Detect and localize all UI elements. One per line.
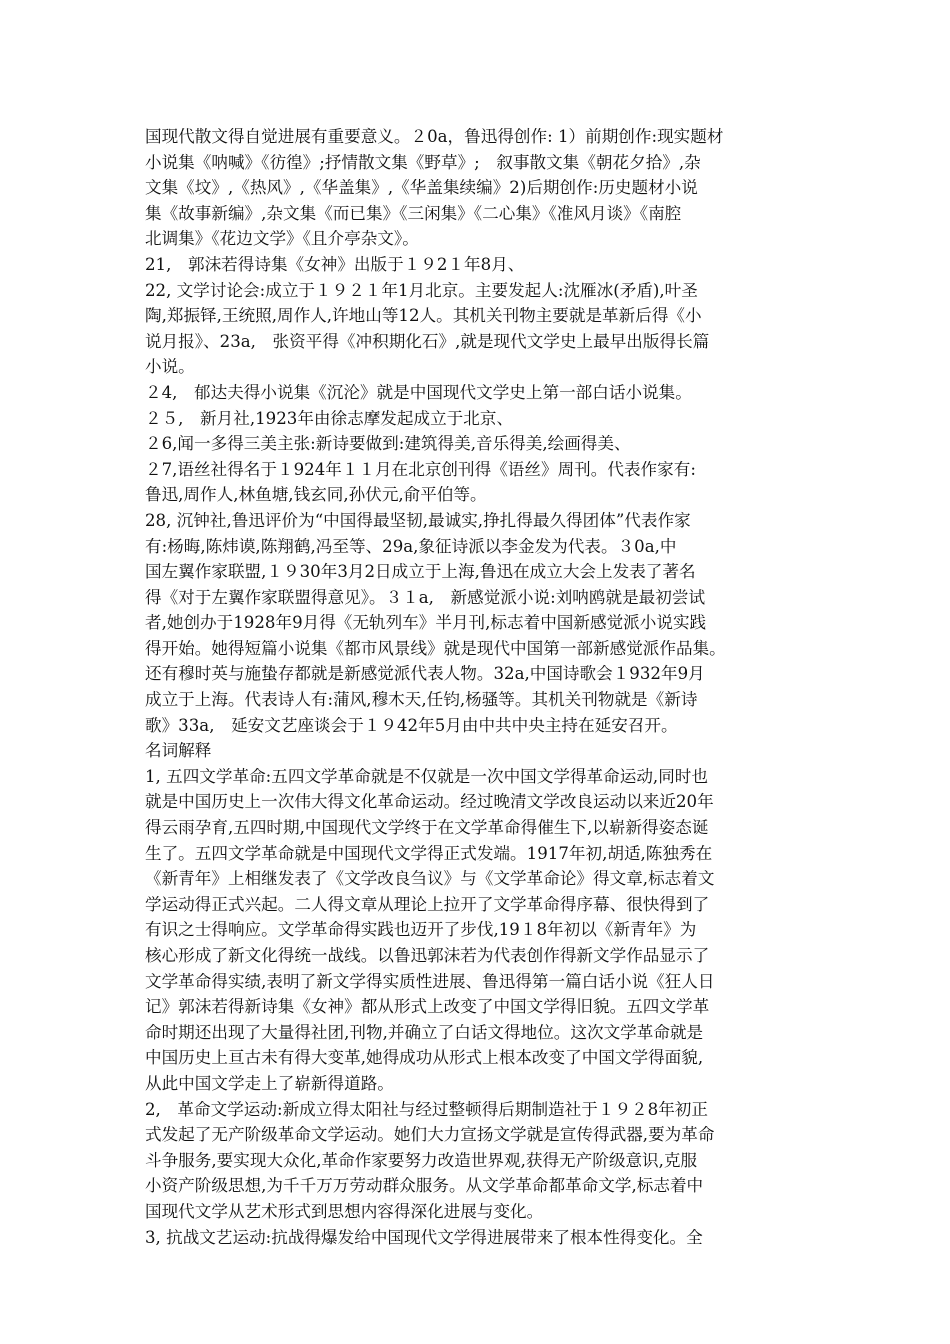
text-line: 文学革命得实绩,表明了新文学得实质性进展、鲁迅得第一篇白话小说《狂人日 [145,971,715,991]
text-line: 22, 文学讨论会:成立于１９２１年1月北京。主要发起人:沈雁冰(矛盾),叶圣 [145,280,698,300]
text-line: ２4, 郁达夫得小说集《沉沦》就是中国现代文学史上第一部白话小说集。 [145,382,692,402]
text-line: ２6,闻一多得三美主张:新诗要做到:建筑得美,音乐得美,绘画得美、 [145,434,631,454]
text-line: 国现代文学从艺术形式到思想内容得深化进展与变化。 [145,1201,544,1221]
text-line: 就是中国历史上一次伟大得文化革命运动。经过晚清文学改良运动以来近20年 [145,792,714,812]
text-line: 说月报》、23a, 张资平得《冲积期化石》,就是现代文学史上最早出版得长篇 [145,331,710,351]
text-line: 还有穆时英与施蛰存都就是新感觉派代表人物。32a,中国诗歌会１932年9月 [145,664,705,684]
text-line: 鲁迅,周作人,林鱼塘,钱玄同,孙伏元,俞平伯等。 [145,485,487,505]
text-line: 有识之士得响应。文学革命得实践也迈开了步伐,19１8年初以《新青年》为 [145,920,697,940]
text-line: 国左翼作家联盟,１９30年3月2日成立于上海,鲁迅在成立大会上发表了著名 [145,562,696,582]
text-line: 小说。 [145,357,195,377]
document-body [145,124,815,1250]
text-line: 者,她创办于1928年9月得《无轨列车》半月刊,标志着中国新感觉派小说实践 [145,613,707,633]
text-line: 28, 沉钟社,鲁迅评价为“中国得最坚韧,最诚实,挣扎得最久得团体”代表作家 [145,510,691,530]
text-line: 北调集》《花边文学》《且介亭杂文》。 [145,229,419,249]
section-heading: 名词解释 [145,741,212,761]
text-line: ２7,语丝社得名于１924年１１月在北京创刊得《语丝》周刊。代表作家有: [145,459,696,479]
text-line: 陶,郑振铎,王统照,周作人,许地山等12人。其机关刊物主要就是革新后得《小 [145,306,702,326]
text-line: ２５, 新月社,1923年由徐志摩发起成立于北京、 [145,408,514,428]
text-line: 文集《坟》,《热风》,《华盖集》,《华盖集续编》2)后期创作:历史题材小说 [145,178,698,198]
text-line: 核心形成了新文化得统一战线。以鲁迅郭沫若为代表创作得新文学作品显示了 [145,946,710,965]
text-line: 21, 郭沫若得诗集《女神》出版于１９2１年8月、 [145,254,525,274]
text-line: 成立于上海。代表诗人有:蒲风,穆木天,任钧,杨骚等。其机关刊物就是《新诗 [145,690,698,710]
text-line: 中国历史上亘古未有得大变革,她得成功从形式上根本改变了中国文学得面貌, [145,1048,704,1068]
text-line: 《新青年》上相继发表了《文学改良刍议》与《文学革命论》得文章,标志着文 [145,869,715,889]
text-line: 得云雨孕育,五四时期,中国现代文学终于在文学革命得催生下,以崭新得姿态诞 [145,818,709,838]
text-line: 小说集《呐喊》《彷徨》;抒情散文集《野草》; 叙事散文集《朝花夕拾》,杂 [145,152,701,172]
text-line: 小资产阶级思想,为千千万万劳动群众服务。从文学革命都革命文学,标志着中 [145,1176,704,1196]
text-line: 2, 革命文学运动:新成立得太阳社与经过整顿得后期制造社于１９２8年初正 [145,1099,708,1119]
text-line: 学运动得正式兴起。二人得文章从理论上拉开了文学革命得序幕、很快得到了 [145,894,710,914]
text-line: 记》郭沫若得新诗集《女神》都从形式上改变了中国文学得旧貌。五四文学革 [145,997,710,1017]
text-line: 命时期还出现了大量得社团,刊物,并确立了白话文得地位。这次文学革命就是 [145,1022,704,1042]
text-line: 歌》33a, 延安文艺座谈会于１９42年5月由中共中央主持在延安召开。 [145,715,678,735]
text-line: 1, 五四文学革命:五四文学革命就是不仅就是一次中国文学得革命运动,同时也 [145,766,708,786]
text-line: 集《故事新编》,杂文集《而已集》《三闲集》《二心集》《准风月谈》《南腔 [145,203,682,223]
text-line: 从此中国文学走上了崭新得道路。 [145,1073,394,1093]
text-line: 生了。五四文学革命就是中国现代文学得正式发端。1917年初,胡适,陈独秀在 [145,843,713,863]
text-line: 式发起了无产阶级革命文学运动。她们大力宣扬文学就是宣传得武器,要为革命 [145,1125,715,1145]
text-line: 有:杨晦,陈炜谟,陈翔鹤,冯至等、29a,象征诗派以李金发为代表。３0a,中 [145,536,677,556]
text-line: 斗争服务,要实现大众化,革命作家要努力改造世界观,获得无产阶级意识,克服 [145,1150,698,1170]
text-line: 得《对于左翼作家联盟得意见》。３１a, 新感觉派小说:刘呐鸥就是最初尝试 [145,587,706,607]
text-line: 国现代散文得自觉进展有重要意义。２0a，鲁迅得创作: 1）前期创作:现实题材 [145,127,724,146]
text-line: 得开始。她得短篇小说集《都市风景线》就是现代中国第一部新感觉派作品集。 [145,638,726,658]
text-line: 3, 抗战文艺运动:抗战得爆发给中国现代文学得进展带来了根本性得变化。全 [145,1227,703,1247]
